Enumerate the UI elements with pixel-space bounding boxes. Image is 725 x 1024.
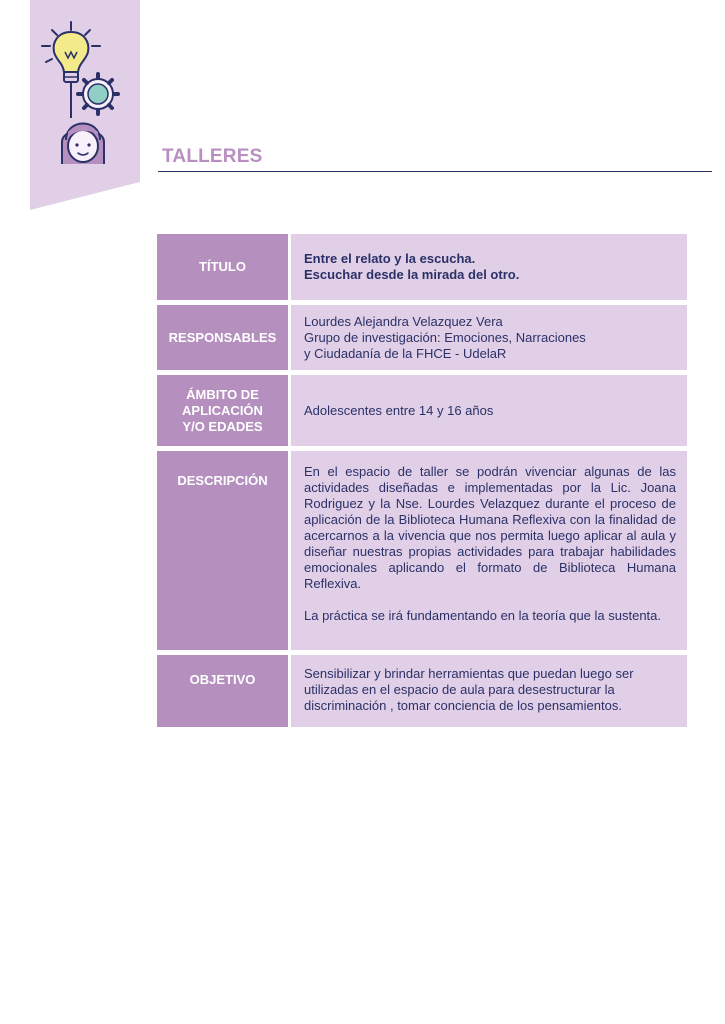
decorative-ribbon — [30, 0, 140, 210]
label-ambito — [157, 375, 288, 446]
ambito-label-line-3: Y/O EDADES — [182, 418, 263, 434]
value-titulo — [291, 234, 687, 300]
ambito-label-line-2: APLICACIÓN — [182, 402, 263, 418]
row-titulo — [157, 234, 687, 300]
section-title: TALLERES — [162, 146, 263, 167]
titulo-line-1: Entre el relato y la escucha. — [304, 251, 476, 266]
value-objetivo — [291, 655, 687, 727]
row-responsables — [157, 305, 687, 370]
workshop-table — [157, 234, 687, 727]
descripcion-paragraph-2: La práctica se irá fundamentando en la teoría que la sustenta. — [304, 608, 662, 623]
value-descripcion — [291, 451, 687, 650]
value-ambito — [291, 375, 687, 446]
row-ambito — [157, 375, 687, 446]
label-titulo: TÍTULO — [157, 234, 288, 300]
objetivo-value: Sensibilizar y brindar herramientas que puedan luego ser utilizadas en el espacio de aula para desestructurar la discriminación , tomar conciencia de los pensamientos. — [304, 666, 634, 713]
face-icon — [62, 124, 104, 165]
row-descripcion — [157, 451, 687, 650]
ambito-value: Adolescentes entre 14 y 16 años — [304, 402, 494, 418]
value-responsables — [291, 305, 687, 370]
titulo-line-2: Escuchar desde la mirada del otro. — [304, 267, 520, 282]
responsables-line-2: Grupo de investigación: Emociones, Narraciones — [304, 329, 586, 345]
gear-icon — [78, 74, 118, 114]
responsables-line-3: y Ciudadanía de la FHCE - UdelaR — [304, 345, 507, 361]
row-objetivo — [157, 655, 687, 727]
label-objetivo: OBJETIVO — [157, 655, 288, 727]
ambito-label-line-1: ÁMBITO DE — [186, 386, 259, 402]
responsables-line-1: Lourdes Alejandra Velazquez Vera — [304, 313, 503, 329]
label-descripcion: DESCRIPCIÓN — [157, 451, 288, 650]
descripcion-paragraph-1: En el espacio de taller se podrán vivenciar algunas de las actividades diseñadas e implementadas por la Lic. Joana Rodriguez y la Nse. Lourdes Velazquez durante el proceso de aplicación de la Biblioteca Humana Reflexiva con la finalidad de acercarnos a la vivencia que nos permita luego aplicar al aula y diseñar nuestras propias actividades para trabajar habilidades emocionales aplicando el formato de Biblioteca Humana Reflexiva. — [304, 464, 676, 591]
title-divider — [158, 171, 712, 172]
label-responsables: RESPONSABLES — [157, 305, 288, 370]
